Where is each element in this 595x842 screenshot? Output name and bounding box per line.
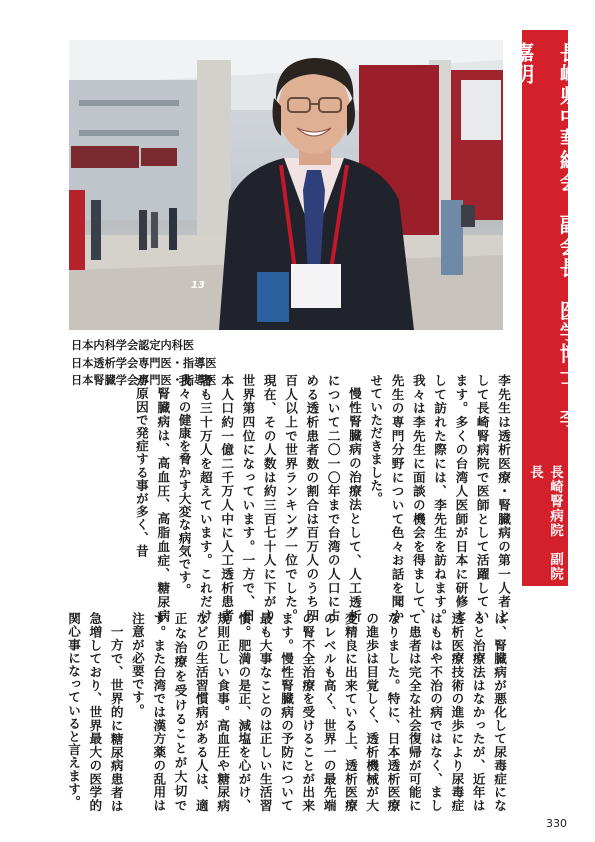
title-banner — [510, 30, 580, 586]
paragraph: 李先生は透析医療・腎臓病の第一人者として長崎腎病院で医師として活躍しています。多くの台湾人医師が日本に研修として訪れた際には、李先生を訪ねます。我々は李先生に面談の機会を得まして、先生の専門分野について色々お話を聞かせていただきました。 — [368, 374, 511, 622]
credential-item: 日本腎臓学会専門医・指導医 — [71, 374, 217, 387]
article-body-lower — [60, 612, 510, 812]
paragraph: 腎臓病は、高血圧、高脂血症、糖尿病が原因で発症する事が多く、昔 — [133, 374, 171, 622]
badge-text: 13 — [191, 280, 205, 291]
paragraph: 慢性腎臓病の治療法として、人工透析について二〇一〇年まで台湾の人口に占める透析患者数の割合は百万人のうち四百人以上で世界ランキング一位でした。現在、その人数は約三百七十人に下がり世界第四位になっています。一方で、日本人口約一億二千万人中に人工透析患者者も三十万人を超えています。これだけ我々の健康を脅かす大変な病気です。 — [176, 374, 362, 622]
banner-subtitle: 長崎腎病院 副院長 — [527, 464, 563, 581]
banner-title: 長崎県中華総会 副会長 医学博士 李 嘉明 — [510, 42, 580, 451]
paragraph: 一方で、世界的に糖尿病患者は急増しており、世界最大の医学的関心事になっていると言えます。 — [66, 612, 124, 812]
paragraph: は、腎臓病が悪化して尿毒症になると治療法はなかったが、近年は透析医療技術の進歩により尿毒症はもはや不治の病ではなく、まして患者は完全な社会復帰が可能になりました。特に、日本透析医療の進歩は目覚しく、透析機械が大変精良に出来ている上、透析医療のレベルも高く、世界一の最先端の腎不全治療を受けることが出来ます。慢性腎臓病の予防について最も大事なことのは正しい生活習慣。肥満の是正、減塩を心がけ、規則正しい食事。高血圧や糖尿病などの生活習慣病がある人は、適正な治療を受けることが大切です。また台湾では漢方薬の乱用は注意が必要です。 — [129, 612, 507, 812]
portrait-photo — [69, 40, 503, 330]
credential-item: 日本透析学会専門医・指導医 — [71, 356, 217, 370]
page-number: 330 — [546, 817, 567, 830]
article-body-upper — [84, 374, 514, 622]
credential-item: 日本内科学会認定内科医 — [71, 339, 195, 352]
